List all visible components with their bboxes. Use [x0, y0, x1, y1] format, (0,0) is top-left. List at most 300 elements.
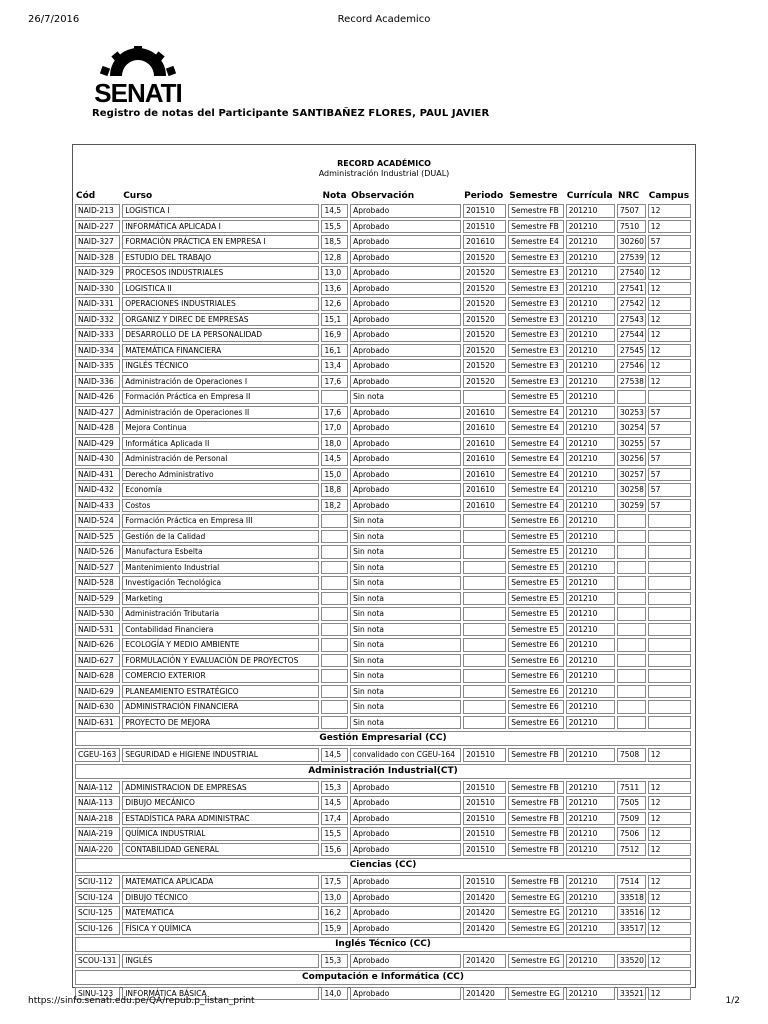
cell-grade: [321, 561, 348, 575]
cell-period: 201610: [463, 437, 506, 451]
cell-code: NAID-336: [75, 375, 120, 389]
cell-semester: Semestre E3: [508, 266, 563, 280]
cell-code: NAID-432: [75, 483, 120, 497]
cell-period: [463, 545, 506, 559]
cell-campus: 57: [648, 235, 691, 249]
table-row: [75, 437, 691, 451]
cell-code: NAIA-113: [75, 796, 120, 810]
cell-nrc: [617, 654, 646, 668]
cell-period: [463, 654, 506, 668]
cell-campus: 12: [648, 344, 691, 358]
cell-code: NAID-327: [75, 235, 120, 249]
cell-period: 201510: [463, 843, 506, 857]
cell-semester: Semestre E5: [508, 623, 563, 637]
cell-code: NAID-626: [75, 638, 120, 652]
table-row: [75, 843, 691, 857]
cell-course: COMERCIO EXTERIOR: [122, 669, 319, 683]
cell-observation: Aprobado: [350, 843, 461, 857]
cell-code: NAID-227: [75, 220, 120, 234]
cell-period: 201510: [463, 812, 506, 826]
cell-grade: 18,5: [321, 235, 348, 249]
cell-period: 201510: [463, 796, 506, 810]
cell-curriculum: 201210: [566, 781, 615, 795]
cell-period: 201520: [463, 328, 506, 342]
cell-grade: 16,1: [321, 344, 348, 358]
cell-curriculum: 201210: [566, 954, 615, 968]
cell-course: PROYECTO DE MEJORA: [122, 716, 319, 730]
cell-nrc: 7507: [617, 204, 646, 218]
cell-semester: Semestre E3: [508, 344, 563, 358]
table-row: [75, 483, 691, 497]
cell-campus: 12: [648, 251, 691, 265]
cell-semester: Semestre FB: [508, 220, 563, 234]
cell-campus: [648, 638, 691, 652]
cell-semester: Semestre E3: [508, 375, 563, 389]
cell-semester: Semestre E6: [508, 514, 563, 528]
cell-grade: [321, 638, 348, 652]
cell-code: CGEU-163: [75, 748, 120, 762]
cell-period: 201520: [463, 266, 506, 280]
table-row: [75, 313, 691, 327]
cell-grade: 15,1: [321, 313, 348, 327]
column-header-observation: Observación: [351, 190, 415, 201]
table-row: [75, 748, 691, 762]
group-header-row: [75, 764, 691, 779]
table-row: [75, 204, 691, 218]
cell-nrc: 33516: [617, 906, 646, 920]
cell-campus: 57: [648, 421, 691, 435]
cell-course: ESTADÍSTICA PARA ADMINISTRAC: [122, 812, 319, 826]
table-row: [75, 576, 691, 590]
column-header-course: Curso: [123, 190, 153, 201]
cell-course: PLANEAMIENTO ESTRATÉGICO: [122, 685, 319, 699]
group-header-row: [75, 970, 691, 985]
cell-curriculum: 201210: [566, 251, 615, 265]
table-row: [75, 906, 691, 920]
cell-course: DIBUJO TÉCNICO: [122, 891, 319, 905]
cell-semester: Semestre E4: [508, 437, 563, 451]
cell-code: SCIU-125: [75, 906, 120, 920]
cell-curriculum: 201210: [566, 987, 615, 1001]
cell-grade: 15,9: [321, 922, 348, 936]
cell-observation: Aprobado: [350, 328, 461, 342]
cell-grade: [321, 700, 348, 714]
cell-code: NAIA-219: [75, 827, 120, 841]
cell-code: NAID-530: [75, 607, 120, 621]
cell-period: 201520: [463, 297, 506, 311]
cell-campus: 12: [648, 220, 691, 234]
cell-observation: Aprobado: [350, 313, 461, 327]
cell-period: [463, 638, 506, 652]
table-header-row: [75, 189, 691, 202]
cell-nrc: 33521: [617, 987, 646, 1001]
cell-period: [463, 669, 506, 683]
table-row: [75, 654, 691, 668]
cell-code: NAID-331: [75, 297, 120, 311]
cell-curriculum: 201210: [566, 796, 615, 810]
column-header-campus: Campus: [648, 190, 690, 201]
table-row: [75, 592, 691, 606]
cell-semester: Semestre FB: [508, 812, 563, 826]
cell-code: NAID-332: [75, 313, 120, 327]
cell-curriculum: 201210: [566, 499, 615, 513]
cell-observation: Aprobado: [350, 781, 461, 795]
cell-course: ESTUDIO DEL TRABAJO: [122, 251, 319, 265]
table-body: [75, 204, 691, 1000]
cell-campus: 12: [648, 843, 691, 857]
cell-course: LOGISTICA I: [122, 204, 319, 218]
cell-semester: Semestre FB: [508, 827, 563, 841]
cell-curriculum: 201210: [566, 623, 615, 637]
cell-observation: Sin nota: [350, 623, 461, 637]
cell-curriculum: 201210: [566, 812, 615, 826]
cell-period: 201510: [463, 875, 506, 889]
cell-course: Contabilidad Financiera: [122, 623, 319, 637]
cell-period: 201420: [463, 954, 506, 968]
cell-curriculum: 201210: [566, 875, 615, 889]
table-row: [75, 545, 691, 559]
cell-course: MATEMÁTICA FINANCIERA: [122, 344, 319, 358]
column-header-curriculum: Currícula: [566, 190, 613, 201]
cell-semester: Semestre E5: [508, 607, 563, 621]
cell-code: NAID-431: [75, 468, 120, 482]
cell-code: NAID-428: [75, 421, 120, 435]
cell-semester: Semestre E4: [508, 421, 563, 435]
cell-course: INGLÉS: [122, 954, 319, 968]
cell-curriculum: 201210: [566, 390, 615, 404]
cell-semester: Semestre E4: [508, 483, 563, 497]
cell-campus: [648, 685, 691, 699]
cell-observation: Aprobado: [350, 891, 461, 905]
cell-course: MATEMATICA: [122, 906, 319, 920]
cell-nrc: 30259: [617, 499, 646, 513]
cell-campus: [648, 545, 691, 559]
cell-grade: [321, 607, 348, 621]
cell-course: Mejora Continua: [122, 421, 319, 435]
table-row: [75, 514, 691, 528]
cell-period: [463, 700, 506, 714]
cell-observation: Aprobado: [350, 251, 461, 265]
cell-semester: Semestre E5: [508, 576, 563, 590]
cell-nrc: 7512: [617, 843, 646, 857]
cell-semester: Semestre E6: [508, 716, 563, 730]
cell-campus: [648, 669, 691, 683]
cell-observation: Aprobado: [350, 282, 461, 296]
table-row: [75, 638, 691, 652]
cell-campus: 12: [648, 359, 691, 373]
cell-period: 201520: [463, 375, 506, 389]
cell-grade: 13,0: [321, 266, 348, 280]
cell-grade: 15,3: [321, 781, 348, 795]
cell-nrc: [617, 390, 646, 404]
cell-code: NAID-527: [75, 561, 120, 575]
table-row: [75, 375, 691, 389]
cell-campus: [648, 716, 691, 730]
cell-code: NAID-630: [75, 700, 120, 714]
table-row: [75, 891, 691, 905]
cell-course: Manufactura Esbelta: [122, 545, 319, 559]
cell-code: NAID-433: [75, 499, 120, 513]
cell-nrc: 7511: [617, 781, 646, 795]
cell-curriculum: 201210: [566, 827, 615, 841]
cell-nrc: 27538: [617, 375, 646, 389]
cell-curriculum: 201210: [566, 716, 615, 730]
cell-semester: Semestre E3: [508, 297, 563, 311]
cell-observation: Aprobado: [350, 220, 461, 234]
cell-code: NAID-427: [75, 406, 120, 420]
cell-campus: [648, 514, 691, 528]
table-row: [75, 875, 691, 889]
cell-grade: [321, 576, 348, 590]
table-row: [75, 781, 691, 795]
cell-period: 201610: [463, 421, 506, 435]
cell-campus: 12: [648, 375, 691, 389]
print-header: [28, 14, 740, 30]
print-title: Record Academico: [337, 14, 431, 25]
cell-nrc: [617, 576, 646, 590]
cell-campus: 57: [648, 483, 691, 497]
group-header-row: [75, 858, 691, 873]
cell-semester: Semestre E4: [508, 452, 563, 466]
cell-curriculum: 201210: [566, 576, 615, 590]
cell-grade: [321, 654, 348, 668]
cell-code: NAID-429: [75, 437, 120, 451]
cell-period: 201510: [463, 220, 506, 234]
cell-course: Administración Tributaria: [122, 607, 319, 621]
cell-semester: Semestre FB: [508, 204, 563, 218]
cell-semester: Semestre EG: [508, 954, 563, 968]
cell-nrc: 30254: [617, 421, 646, 435]
cell-code: NAID-627: [75, 654, 120, 668]
table-row: [75, 530, 691, 544]
cell-curriculum: 201210: [566, 638, 615, 652]
cell-nrc: [617, 669, 646, 683]
cell-semester: Semestre E3: [508, 313, 563, 327]
cell-course: FORMACIÓN PRÁCTICA EN EMPRESA I: [122, 235, 319, 249]
cell-period: 201610: [463, 406, 506, 420]
cell-grade: [321, 623, 348, 637]
cell-grade: 17,0: [321, 421, 348, 435]
cell-course: DIBUJO MECÁNICO: [122, 796, 319, 810]
cell-code: NAID-213: [75, 204, 120, 218]
table-row: [75, 266, 691, 280]
cell-campus: [648, 607, 691, 621]
cell-period: [463, 514, 506, 528]
cell-observation: Aprobado: [350, 987, 461, 1001]
table-row: [75, 406, 691, 420]
cell-semester: Semestre E5: [508, 592, 563, 606]
cell-semester: Semestre E3: [508, 328, 563, 342]
cell-code: NAIA-220: [75, 843, 120, 857]
cell-observation: Aprobado: [350, 468, 461, 482]
cell-curriculum: 201210: [566, 530, 615, 544]
group-header: Inglés Técnico (CC): [75, 937, 691, 952]
cell-campus: 12: [648, 812, 691, 826]
cell-nrc: 7509: [617, 812, 646, 826]
cell-nrc: [617, 700, 646, 714]
cell-campus: 57: [648, 452, 691, 466]
cell-semester: Semestre EG: [508, 922, 563, 936]
cell-campus: [648, 576, 691, 590]
cell-period: [463, 592, 506, 606]
cell-observation: Sin nota: [350, 669, 461, 683]
cell-curriculum: 201210: [566, 906, 615, 920]
cell-nrc: [617, 685, 646, 699]
cell-grade: [321, 592, 348, 606]
cell-grade: 12,6: [321, 297, 348, 311]
cell-course: INFORMÁTICA APLICADA I: [122, 220, 319, 234]
cell-grade: 16,9: [321, 328, 348, 342]
cell-observation: Aprobado: [350, 875, 461, 889]
cell-period: [463, 390, 506, 404]
cell-grade: 15,6: [321, 843, 348, 857]
cell-grade: [321, 716, 348, 730]
cell-code: NAID-330: [75, 282, 120, 296]
cell-campus: 12: [648, 954, 691, 968]
record-subtitle: Administración Industrial (DUAL): [318, 169, 450, 178]
table-row: [75, 344, 691, 358]
cell-course: ECOLOGÍA Y MEDIO AMBIENTE: [122, 638, 319, 652]
cell-nrc: 27540: [617, 266, 646, 280]
cell-observation: Sin nota: [350, 685, 461, 699]
cell-curriculum: 201210: [566, 344, 615, 358]
cell-observation: Aprobado: [350, 437, 461, 451]
cell-course: INFORMÁTICA BÁSICA: [122, 987, 319, 1001]
table-row: [75, 282, 691, 296]
table-row: [75, 922, 691, 936]
cell-curriculum: 201210: [566, 561, 615, 575]
cell-semester: Semestre E4: [508, 406, 563, 420]
table-row: [75, 452, 691, 466]
record-frame: [72, 144, 696, 998]
table-row: [75, 669, 691, 683]
cell-observation: Sin nota: [350, 561, 461, 575]
cell-curriculum: 201210: [566, 235, 615, 249]
cell-code: SINU-123: [75, 987, 120, 1001]
cell-observation: Aprobado: [350, 204, 461, 218]
cell-campus: 12: [648, 328, 691, 342]
cell-grade: 13,6: [321, 282, 348, 296]
cell-campus: [648, 561, 691, 575]
cell-observation: Aprobado: [350, 297, 461, 311]
cell-course: ADMINISTRACIÓN FINANCIERA: [122, 700, 319, 714]
cell-nrc: [617, 514, 646, 528]
cell-course: Gestión de la Calidad: [122, 530, 319, 544]
cell-grade: 14,0: [321, 987, 348, 1001]
cell-nrc: [617, 716, 646, 730]
cell-period: 201520: [463, 282, 506, 296]
cell-curriculum: 201210: [566, 220, 615, 234]
cell-semester: Semestre EG: [508, 891, 563, 905]
cell-observation: Aprobado: [350, 827, 461, 841]
cell-code: SCIU-126: [75, 922, 120, 936]
cell-nrc: [617, 561, 646, 575]
cell-campus: 12: [648, 297, 691, 311]
cell-campus: 12: [648, 313, 691, 327]
cell-observation: Aprobado: [350, 266, 461, 280]
cell-observation: Aprobado: [350, 954, 461, 968]
cell-period: 201510: [463, 781, 506, 795]
cell-course: ORGANIZ Y DIREC DE EMPRESAS: [122, 313, 319, 327]
cell-code: NAID-430: [75, 452, 120, 466]
cell-observation: convalidado con CGEU-164: [350, 748, 461, 762]
cell-course: Administración de Operaciones II: [122, 406, 319, 420]
cell-nrc: 30260: [617, 235, 646, 249]
cell-curriculum: 201210: [566, 452, 615, 466]
cell-observation: Aprobado: [350, 344, 461, 358]
cell-nrc: 33520: [617, 954, 646, 968]
cell-curriculum: 201210: [566, 282, 615, 296]
cell-curriculum: 201210: [566, 685, 615, 699]
cell-semester: Semestre E5: [508, 530, 563, 544]
cell-code: SCIU-112: [75, 875, 120, 889]
cell-course: PROCESOS INDUSTRIALES: [122, 266, 319, 280]
cell-nrc: 27545: [617, 344, 646, 358]
cell-campus: 57: [648, 468, 691, 482]
cell-course: DESARROLLO DE LA PERSONALIDAD: [122, 328, 319, 342]
cell-nrc: 30257: [617, 468, 646, 482]
cell-nrc: 27544: [617, 328, 646, 342]
cell-observation: Aprobado: [350, 922, 461, 936]
cell-campus: 12: [648, 748, 691, 762]
cell-period: 201420: [463, 987, 506, 1001]
cell-code: NAID-334: [75, 344, 120, 358]
cell-grade: [321, 514, 348, 528]
cell-nrc: 7514: [617, 875, 646, 889]
print-footer: [28, 996, 740, 1010]
cell-semester: Semestre E3: [508, 282, 563, 296]
cell-period: 201520: [463, 313, 506, 327]
cell-grade: 18,8: [321, 483, 348, 497]
table-row: [75, 827, 691, 841]
cell-observation: Sin nota: [350, 592, 461, 606]
cell-campus: 57: [648, 437, 691, 451]
cell-curriculum: 201210: [566, 421, 615, 435]
table-row: [75, 700, 691, 714]
cell-course: MATEMATICA APLICADA: [122, 875, 319, 889]
cell-semester: Semestre FB: [508, 843, 563, 857]
cell-campus: [648, 654, 691, 668]
cell-period: 201520: [463, 344, 506, 358]
table-row: [75, 954, 691, 968]
cell-observation: Sin nota: [350, 716, 461, 730]
group-header: Computación e Informática (CC): [75, 970, 691, 985]
cell-curriculum: 201210: [566, 468, 615, 482]
table-row: [75, 468, 691, 482]
cell-course: Derecho Administrativo: [122, 468, 319, 482]
cell-code: SCOU-131: [75, 954, 120, 968]
cell-code: NAID-524: [75, 514, 120, 528]
table-row: [75, 716, 691, 730]
cell-nrc: 30253: [617, 406, 646, 420]
table-row: [75, 235, 691, 249]
cell-campus: [648, 390, 691, 404]
cell-course: SEGURIDAD e HIGIENE INDUSTRIAL: [122, 748, 319, 762]
cell-semester: Semestre E4: [508, 468, 563, 482]
cell-nrc: 27543: [617, 313, 646, 327]
cell-grade: [321, 669, 348, 683]
column-header-nrc: NRC: [618, 190, 640, 201]
cell-observation: Sin nota: [350, 390, 461, 404]
cell-semester: Semestre FB: [508, 875, 563, 889]
cell-code: NAID-531: [75, 623, 120, 637]
cell-nrc: 33517: [617, 922, 646, 936]
cell-grade: 17,6: [321, 406, 348, 420]
cell-nrc: 7505: [617, 796, 646, 810]
column-header-grade: Nota: [322, 190, 347, 201]
cell-observation: Aprobado: [350, 796, 461, 810]
cell-period: 201610: [463, 235, 506, 249]
